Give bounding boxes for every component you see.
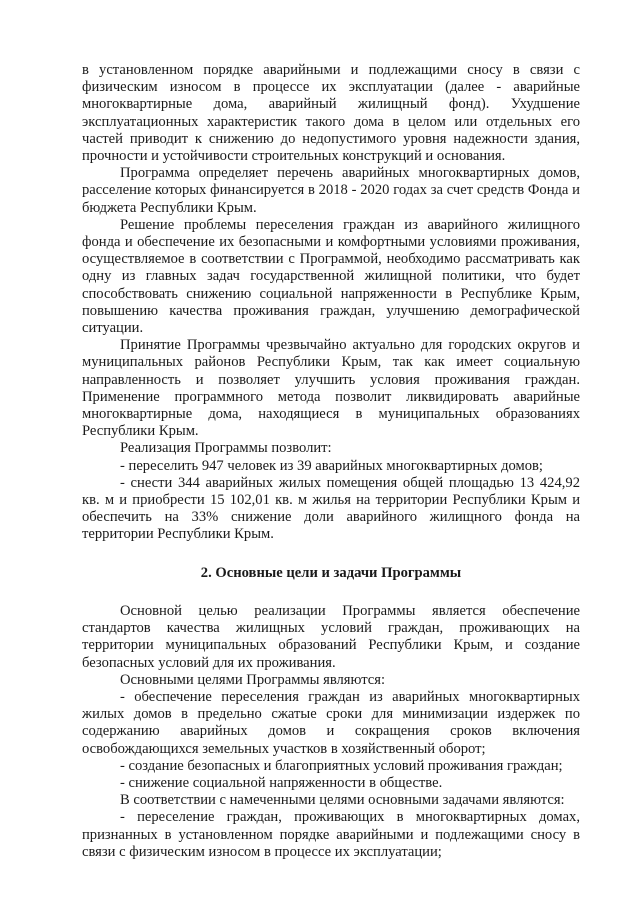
- paragraph: Основными целями Программы являются:: [120, 671, 386, 688]
- section-heading: 2. Основные цели и задачи Программы: [200, 564, 462, 581]
- paragraph: - создание безопасных и благоприятных условий проживания граждан;: [120, 757, 563, 774]
- paragraph: - переселение граждан, проживающих в многоквартирных домах, признанных в установленном порядке аварийными и подлежащими сносу в связи с физическим износом в процессе их эксплуатации;: [82, 809, 580, 860]
- paragraph: - снижение социальной напряженности в обществе.: [120, 774, 443, 791]
- document-body-top: [82, 62, 580, 544]
- paragraph: Принятие Программы чрезвычайно актуально для городских округов и муниципальных районов Республики Крым, так как имеет социальную направленность и позволяет улучшить условия проживания граждан. Применение программного метода позволит ликвидировать аварийные многоквартирные дома, находящиеся в муниципальных образованиях Республики Крым.: [82, 337, 580, 440]
- paragraph: - обеспечение переселения граждан из аварийных многоквартирных жилых домов в предельно сжатые сроки для минимизации издержек по содержанию аварийных домов и сокращения сроков включения освобождающихся земельных участков в хозяйственный оборот;: [82, 688, 580, 757]
- document-body-bottom: [82, 603, 580, 861]
- paragraph: Решение проблемы переселения граждан из аварийного жилищного фонда и обеспечение их безопасными и комфортными условиями проживания, осуществляемое в соответствии с Программой, необходимо рассматривать как одну из главных задач государственной жилищной политики, что будет способствовать снижению социальной напряженности в Республике Крым, повышению качества проживания граждан, улучшению демографической ситуации.: [82, 216, 580, 337]
- paragraph: в установленном порядке аварийными и подлежащими сносу в связи с физическим износом в процессе их эксплуатации (далее - аварийные многоквартирные дома, аварийный жилищный фонд). Ухудшение эксплуатационных характеристик такого дома в целом или отдельных его частей приводит к снижению до недопустимого уровня надежности здания, прочности и устойчивости строительных конструкций и основания.: [82, 62, 580, 165]
- paragraph: Реализация Программы позволит:: [120, 440, 332, 457]
- paragraph: Основной целью реализации Программы является обеспечение стандартов качества жилищных условий граждан, проживающих на территории муниципальных образований Республики Крым, и создание безопасных условий для их проживания.: [82, 602, 580, 671]
- paragraph: - переселить 947 человек из 39 аварийных многоквартирных домов;: [120, 457, 543, 474]
- paragraph: - снести 344 аварийных жилых помещения общей площадью 13 424,92 кв. м и приобрести 15 102,01 кв. м жилья на территории Республики Крым и обеспечить на 33% снижение доли аварийного жилищного фонда на территории Республики Крым.: [82, 474, 580, 543]
- paragraph: Программа определяет перечень аварийных многоквартирных домов, расселение которых финансируется в 2018 - 2020 годах за счет средств Фонда и бюджета Республики Крым.: [82, 165, 580, 216]
- paragraph: В соответствии с намеченными целями основными задачами являются:: [120, 792, 565, 809]
